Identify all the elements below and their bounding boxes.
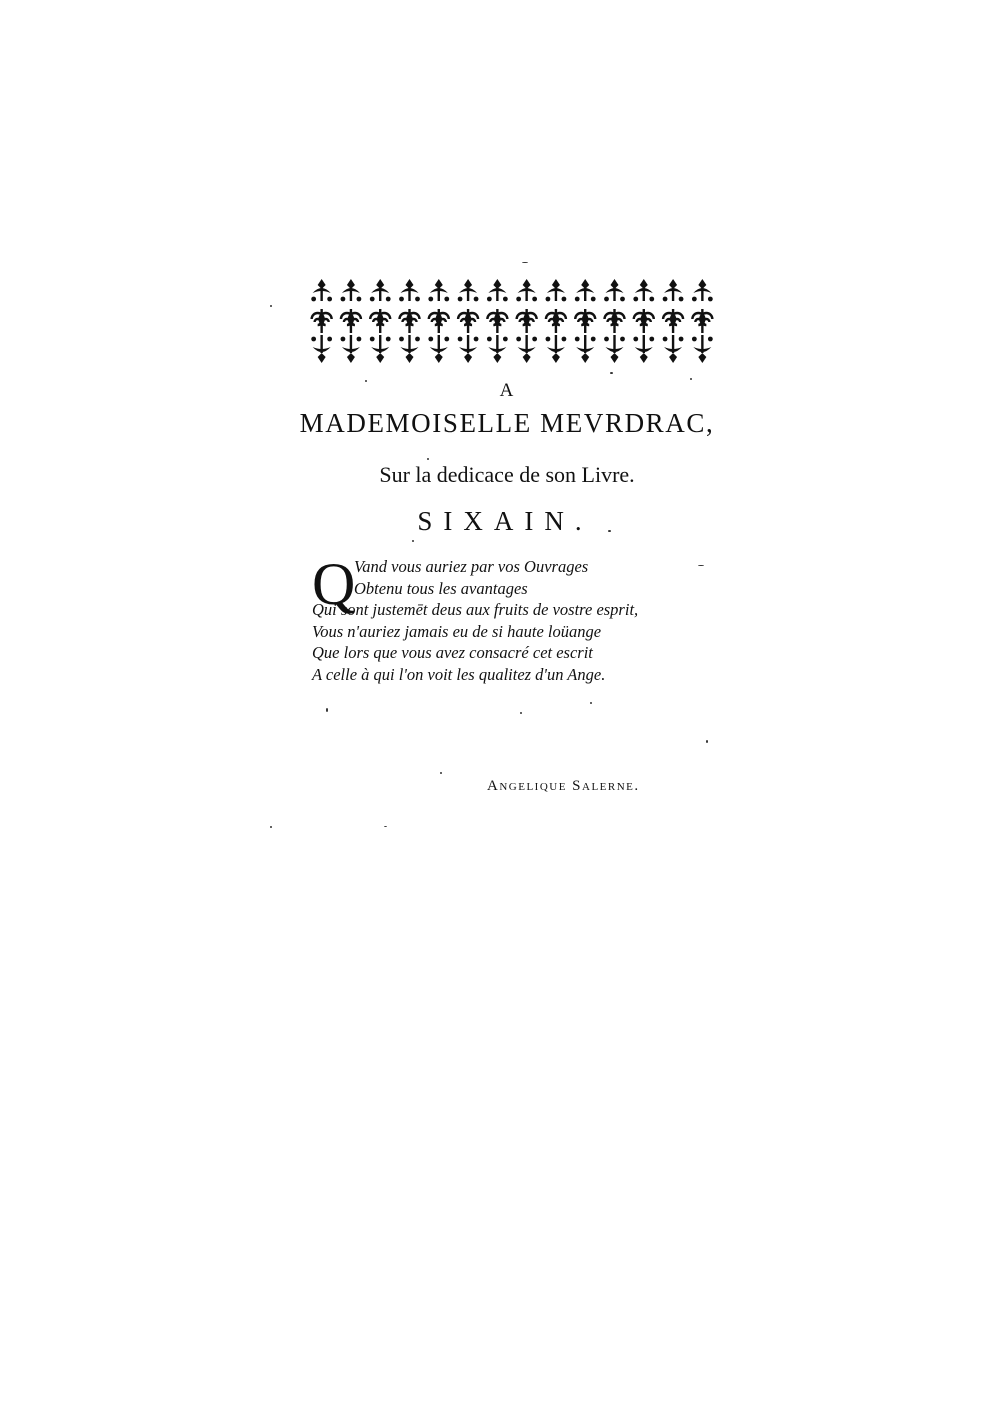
fleuron-motif [701, 309, 703, 333]
fleuron-motif [386, 297, 391, 302]
fleuron-motif [379, 309, 381, 333]
fleuron-motif [604, 297, 609, 302]
poem-form-title: SIXAIN. [417, 506, 593, 536]
fleuron-motif [357, 297, 362, 302]
fleuron-motif [516, 297, 521, 302]
fleuron-motif [663, 337, 668, 342]
fleuron-motif [496, 285, 498, 301]
fleuron-motif [444, 337, 449, 342]
fleuron-motif [350, 309, 352, 333]
fleuron-motif [701, 285, 703, 301]
fleuron-motif [415, 337, 420, 342]
fleuron-motif [611, 353, 619, 363]
fleuron-motif [444, 297, 449, 302]
fleuron-motif [692, 297, 697, 302]
fleuron-motif [386, 337, 391, 342]
fleuron-motif [438, 309, 440, 333]
fleuron-motif [546, 337, 551, 342]
poem-line: Qui sont justemēt deus aux fruits de vostre esprit, [312, 600, 639, 619]
print-speck [440, 772, 442, 774]
fleuron-motif [584, 309, 586, 333]
fleuron-motif [327, 337, 332, 342]
fleuron-motif [604, 337, 609, 342]
fleuron-motif [640, 353, 648, 363]
fleuron-motif [458, 297, 463, 302]
fleuron-motif [467, 309, 469, 333]
fleuron-motif [350, 285, 352, 301]
fleuron-motif [575, 297, 580, 302]
print-speck [522, 262, 528, 263]
print-speck [326, 708, 328, 712]
fleuron-motif [692, 337, 697, 342]
fleuron-motif [708, 297, 713, 302]
print-speck [520, 712, 522, 714]
fleuron-motif [496, 309, 498, 333]
author-signature: Angelique Salerne. [487, 778, 640, 794]
poem-line: Que lors que vous avez consacré cet escrit [312, 643, 593, 662]
poem-line: Vous n'auriez jamais eu de si haute loüange [312, 621, 602, 641]
print-speck [590, 702, 592, 704]
fleuron-motif [474, 297, 479, 302]
fleuron-motif [320, 285, 322, 301]
poem-line: Vand vous auriez par vos Ouvrages [354, 557, 589, 576]
print-speck [690, 378, 692, 380]
poem-line: Obtenu tous les avantages [354, 578, 528, 598]
fleuron-motif [428, 337, 433, 342]
print-speck [270, 305, 272, 307]
fleuron-motif [376, 353, 384, 363]
print-speck [384, 826, 387, 827]
fleuron-motif [633, 337, 638, 342]
fleuron-motif [341, 337, 346, 342]
fleuron-motif [591, 297, 596, 302]
fleuron-motif [584, 285, 586, 301]
fleuron-motif [620, 337, 625, 342]
print-speck [698, 565, 704, 566]
fleuron-motif [633, 297, 638, 302]
fleuron-motif [503, 337, 508, 342]
fleuron-motif [643, 285, 645, 301]
fleuron-motif [523, 353, 531, 363]
fleuron-motif [679, 297, 684, 302]
fleuron-motif [327, 297, 332, 302]
fleuron-motif [311, 297, 316, 302]
poem-sixain [312, 551, 732, 685]
print-speck [706, 740, 708, 743]
fleuron-motif [438, 285, 440, 301]
fleuron-motif [546, 297, 551, 302]
fleuron-motif [643, 309, 645, 333]
fleuron-motif [458, 337, 463, 342]
fleuron-motif [575, 337, 580, 342]
fleuron-motif [428, 297, 433, 302]
dedication-subtitle: Sur la dedicace de son Livre. [379, 462, 635, 487]
fleuron-motif [555, 309, 557, 333]
fleuron-motif [525, 309, 527, 333]
fleuron-motif [613, 285, 615, 301]
fleuron-motif [318, 353, 326, 363]
print-speck [608, 530, 611, 532]
print-speck [270, 826, 272, 828]
fleuron-motif [415, 297, 420, 302]
fleuron-motif [649, 297, 654, 302]
fleuron-motif [620, 297, 625, 302]
fleuron-motif [679, 337, 684, 342]
fleuron-motif [555, 285, 557, 301]
fleuron-motif [474, 337, 479, 342]
fleuron-motif [487, 337, 492, 342]
fleuron-motif [672, 285, 674, 301]
fleuron-motif [669, 353, 677, 363]
fleuron-motif [399, 337, 404, 342]
fleuron-motif [408, 309, 410, 333]
fleuron-motif [311, 337, 316, 342]
fleuron-motif [379, 285, 381, 301]
fleuron-ornament-band [307, 275, 717, 367]
fleuron-motif [663, 297, 668, 302]
fleuron-motif [525, 285, 527, 301]
fleuron-motif [464, 353, 472, 363]
fleuron-motif [347, 353, 355, 363]
fleuron-motif [399, 297, 404, 302]
print-speck [412, 540, 414, 542]
fleuron-motif [341, 297, 346, 302]
fleuron-motif [503, 297, 508, 302]
fleuron-motif [357, 337, 362, 342]
dedication-heading-to: A [499, 380, 515, 401]
fleuron-motif [649, 337, 654, 342]
fleuron-motif [516, 337, 521, 342]
print-speck [610, 372, 613, 374]
fleuron-motif [613, 309, 615, 333]
fleuron-motif [493, 353, 501, 363]
fleuron-motif [581, 353, 589, 363]
dedicatee-name: MADEMOISELLE MEVRDRAC, [299, 408, 715, 438]
fleuron-motif [370, 297, 375, 302]
fleuron-motif [320, 309, 322, 333]
fleuron-motif [406, 353, 414, 363]
fleuron-motif [532, 337, 537, 342]
fleuron-motif [591, 337, 596, 342]
print-speck [365, 380, 367, 382]
fleuron-motif [532, 297, 537, 302]
fleuron-motif [370, 337, 375, 342]
fleuron-motif [698, 353, 706, 363]
fleuron-motif [435, 353, 443, 363]
poem-line: A celle à qui l'on voit les qualitez d'un Ange. [312, 664, 606, 684]
fleuron-motif [467, 285, 469, 301]
print-speck [427, 458, 429, 460]
fleuron-motif [552, 353, 560, 363]
fleuron-motif [672, 309, 674, 333]
fleuron-motif [708, 337, 713, 342]
fleuron-motif [487, 297, 492, 302]
fleuron-motif [562, 297, 567, 302]
drop-cap: Q [312, 551, 356, 617]
fleuron-motif [408, 285, 410, 301]
fleuron-motif [562, 337, 567, 342]
